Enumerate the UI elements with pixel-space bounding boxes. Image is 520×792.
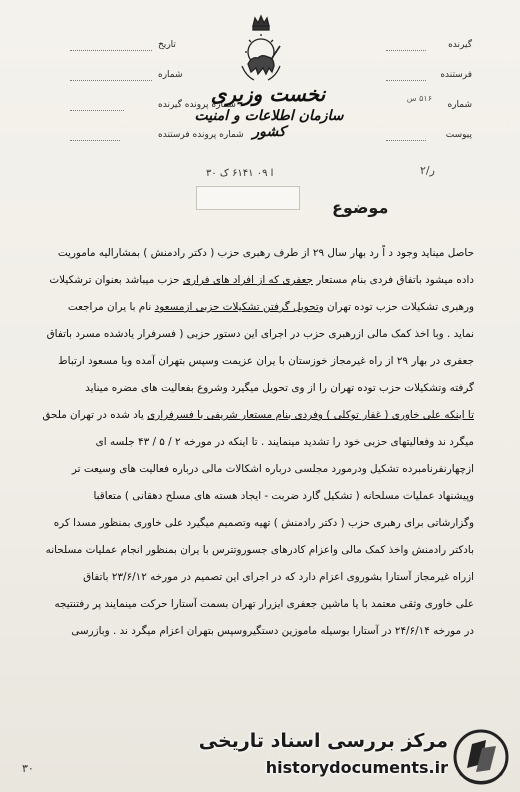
number-stamp: ۵۱۶ س [406, 94, 432, 103]
history-documents-watermark [198, 724, 514, 792]
underlined-phrase: تحویل گرفتن تشکیلات حزبی ازمسعود [154, 301, 319, 313]
body-line: داده میشود باتفاق فردی بنام مستعار جعفری که از افراد های فراری حزب میباشد بعنوان ترشکیلات [49, 274, 474, 286]
body-line: نماید . وبا اخذ کمک مالی ازرهبری حزب در اجرای این دستور حزبی ( فسرفرار یادشده مسرد باتفاق [46, 328, 474, 340]
watermark-title: مرکز بررسی اسناد تاریخی [198, 730, 448, 752]
recipient-file-dotted-line [70, 110, 124, 111]
body-line: جعفری در بهار ۲۹ از راه غیرمجاز خوزستان با یران عزیمت وسپس بتهران آمده وبا مسعود ارتباط [58, 355, 474, 367]
body-line: وپیشنهاد عملیات مسلحانه ( تشکیل گارد ضربت - ایجاد هسته های مسلح دهقانی ) متعاقبا [93, 490, 474, 502]
watermark-url: historydocuments.ir [265, 758, 448, 777]
recipient-file-number-label: شماره پرونده گیرنده [158, 100, 236, 110]
recipient-label: گیرنده [448, 40, 472, 50]
body-line: علی خاوری وثقی معتمد با یا ماشین جعفری ایزرار تهران بسمت آستارا حرکت مینمایند پر رفتنتیجه [54, 598, 474, 610]
sender-file-dotted-line [70, 140, 120, 141]
body-line: وگزارشاتی برای رهبری حزب ( دکتر رادمنش ) تهیه وتصمیم میگیرد علی خاوری بمنظور مسدا کره [53, 517, 474, 529]
body-line: ازچهارنفرنامبرده تشکیل ودرمورد مجلسی درباره اشکالات مالی درباره فعالیت های وسیعت تر [71, 463, 474, 475]
body-line: بادکتر رادمنش واخذ کمک مالی واعزام کادرهای جسوروتترس با یران بمنظور انجام عملیات مسلحانه [45, 544, 474, 556]
history-documents-logo-icon [452, 728, 510, 786]
underlined-phrase: جعفری که از افراد های فراری [182, 274, 313, 286]
attachment-label: پیوست [445, 130, 472, 140]
date-dotted-line [70, 50, 152, 51]
document-number: ۳۰ ا ۰۹ ۶۱۴۱ ک [206, 168, 274, 179]
attachment-dotted-line [386, 140, 426, 141]
number-label: شماره [447, 100, 472, 110]
body-line: ورهبری تشکیلات حزب توده تهران وتحویل گرفتن تشکیلات حزبی ازمسعود نام با یران مراجعت [67, 301, 474, 313]
left-number-dotted-line [70, 80, 152, 81]
body-line: در مورخه ۲۴/۶/۱۴ در آستارا بوسیله ماموزین دستگیروسپس بتهران اعزام میگرد ند . وبازرسی [71, 625, 474, 637]
document-body [42, 240, 474, 645]
body-line: گرفته وتشکیلات حزب توده تهران را از وی تحویل میگیرد وشروع بفعالیت های مضره میناید [85, 382, 474, 394]
recipient-dotted-line [386, 50, 426, 51]
margin-note: ۲/ر [420, 164, 435, 177]
sender-file-number-label: شماره پرونده فرستنده [158, 130, 244, 140]
subject-label: موضوع [332, 198, 389, 217]
page-number: ۳۰ [22, 762, 34, 775]
body-line: حاصل میناید وجود د اً رد بهار سال ۲۹ از طرف رهبری حزب ( دکتر رادمنش ) بمشارالیه ماموریت [57, 247, 474, 259]
sender-dotted-line [386, 80, 426, 81]
left-number-label: شماره [158, 70, 183, 80]
underlined-phrase: تا اینکه علی خاوری ( غفار توکلی ) وفردی بنام مستعار شریفی با فسرفراری [147, 409, 474, 421]
org-subtitle: سازمان اطلاعات و امنیت کشور [194, 108, 344, 140]
org-title: نخست وزیری [210, 82, 326, 106]
date-label: تاریخ [158, 40, 176, 50]
number-box [196, 186, 300, 210]
body-line: ازراه غیرمجاز آستارا بشوروی اعزام دارد که در اجرای این تصمیم در مورخه ۲۳/۶/۱۲ باتفاق [83, 571, 474, 583]
body-line: تا اینکه علی خاوری ( غفار توکلی ) وفردی بنام مستعار شریفی با فسرفراری یاد شده در تهران ملحق [42, 409, 474, 421]
sender-label: فرستنده [440, 70, 472, 80]
body-line: میگرد ند وفعالیتهای حزبی خود را تشدید مینمایند . تا اینکه در مورخه ۲ / ۵ / ۴۳ جلسه ای [95, 436, 474, 448]
